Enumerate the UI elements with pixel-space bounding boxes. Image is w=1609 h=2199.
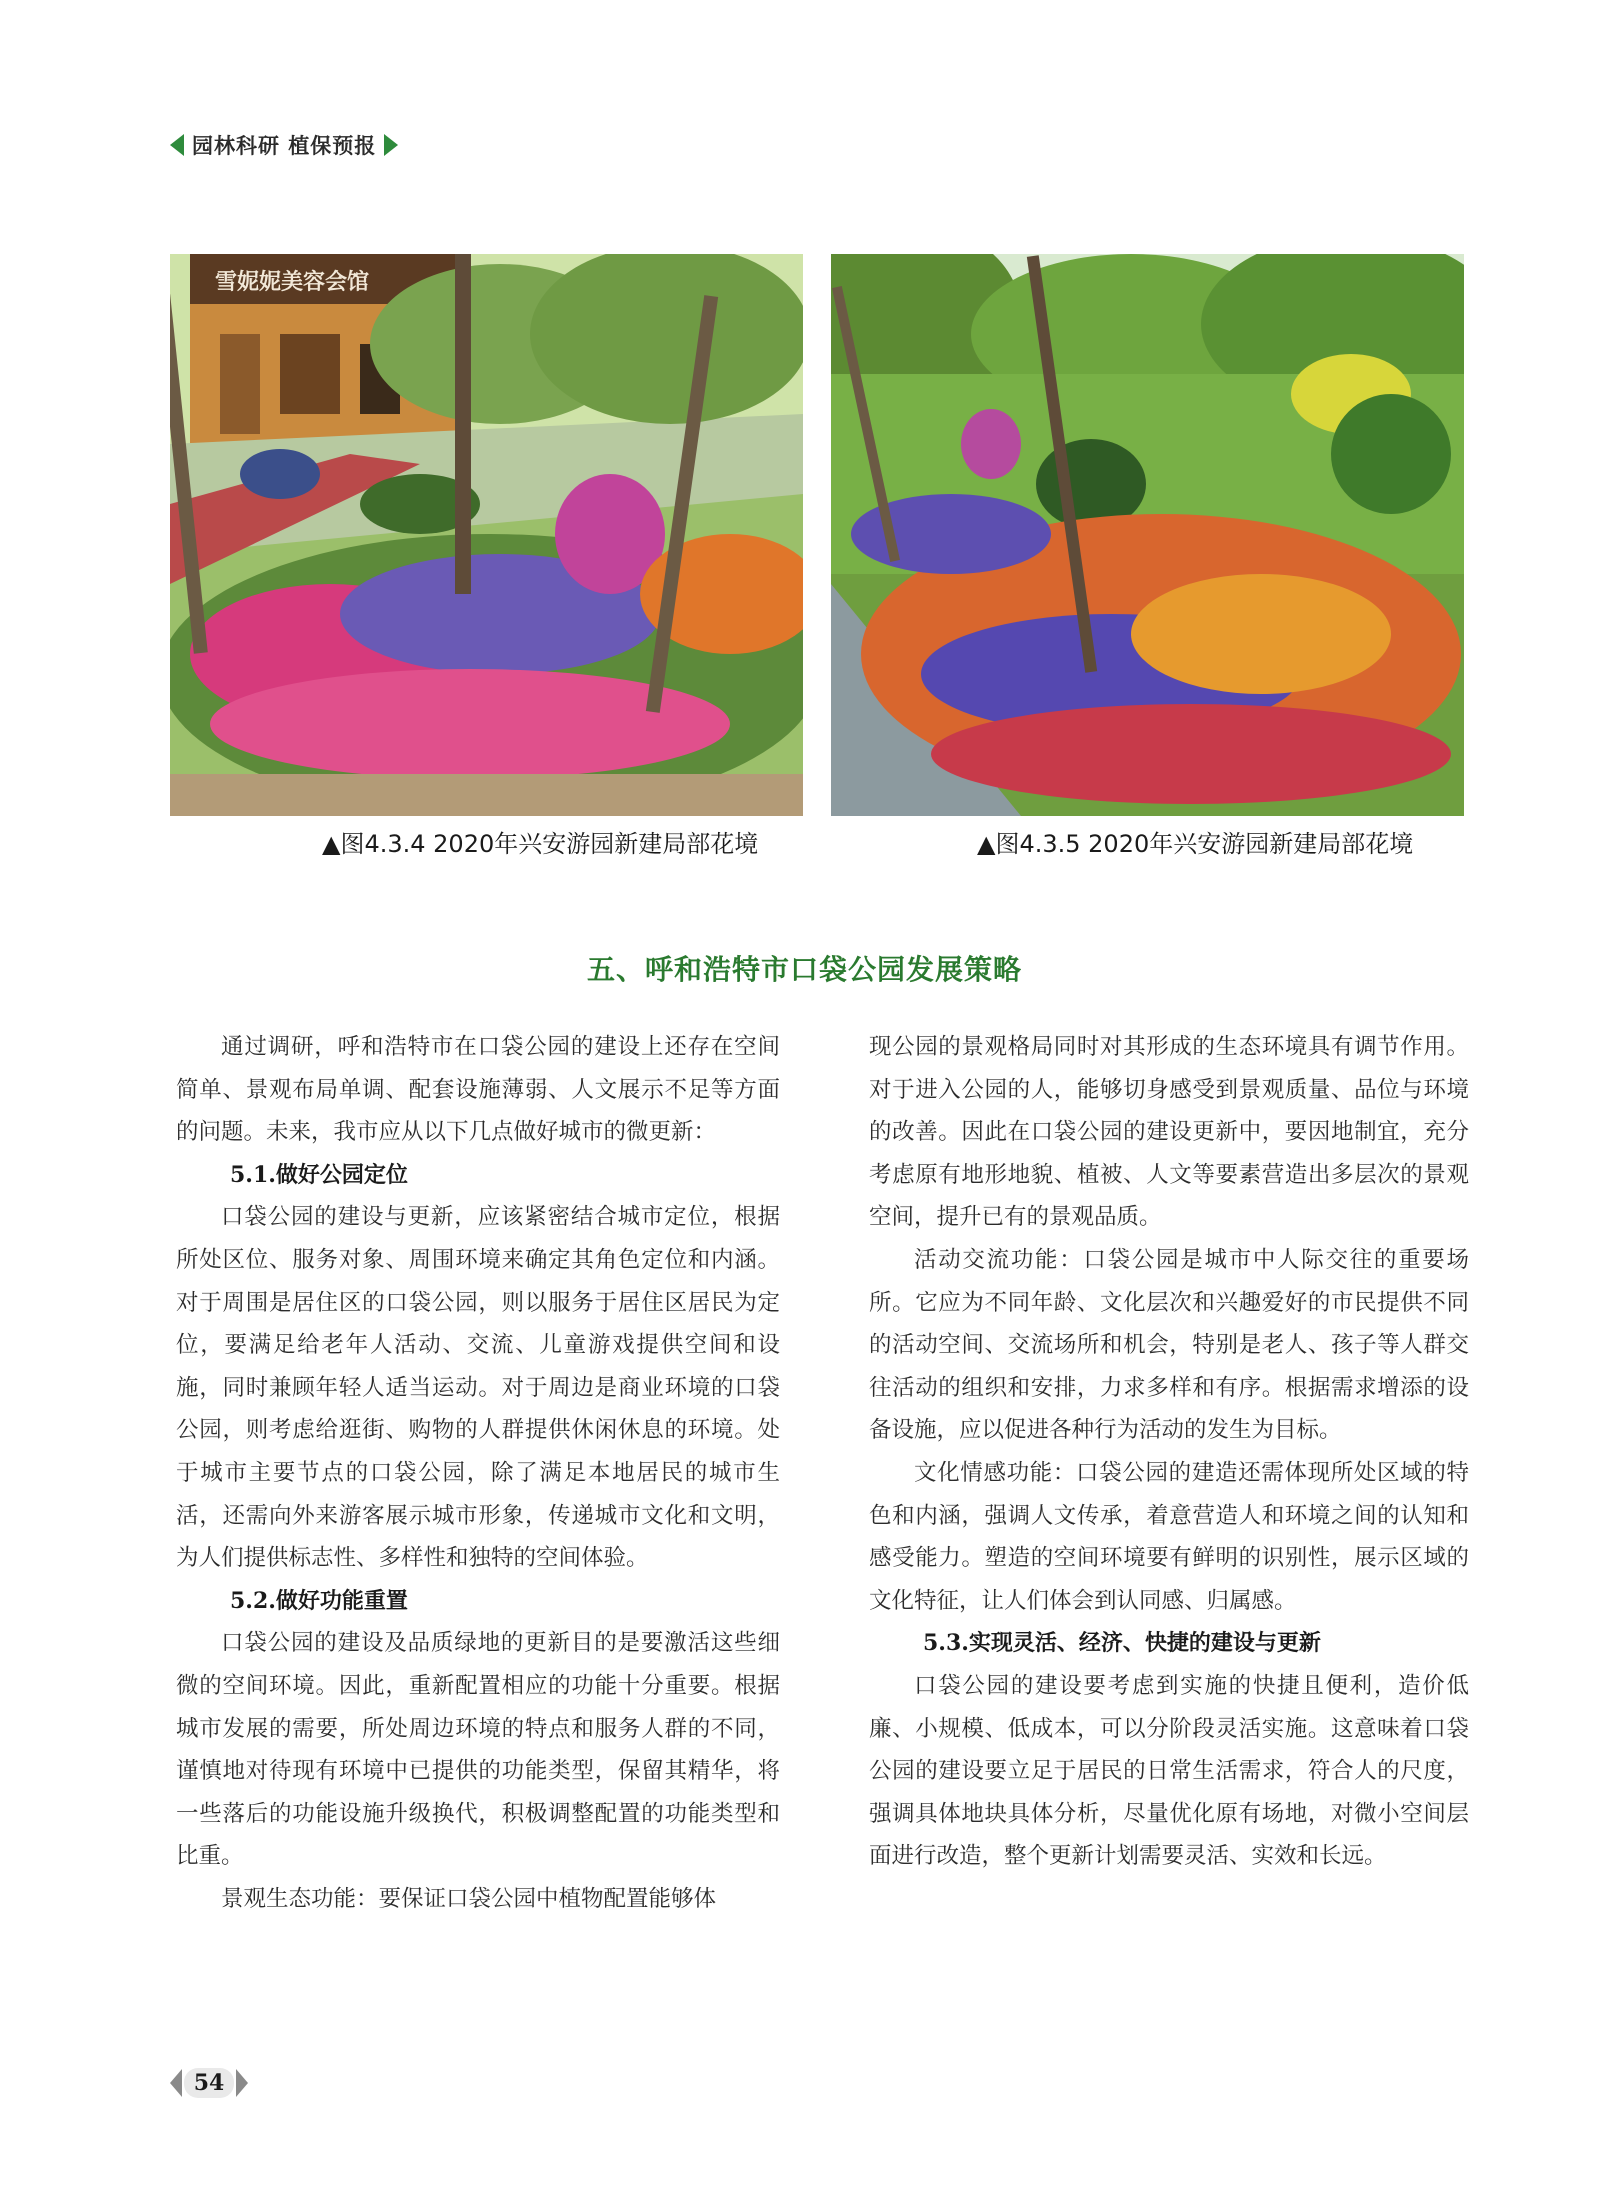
page-number-badge [170, 2063, 248, 2103]
page-number: 54 [184, 2068, 234, 2098]
left-column [176, 1026, 780, 1920]
paragraph: 口袋公园的建设与更新，应该紧密结合城市定位，根据所处区位、服务对象、周围环境来确定其角色定位和内涵。对于周围是居住区的口袋公园，则以服务于居住区居民为定位，要满足给老年人活动、交流、儿童游戏提供空间和设施，同时兼顾年轻人适当运动。对于周边是商业环境的口袋公园，则考虑给逛街、购物的人群提供休闲休息的环境。处于城市主要节点的口袋公园，除了满足本地居民的城市生活，还需向外来游客展示城市形象，传递城市文化和文明，为人们提供标志性、多样性和独特的空间体验。 [176, 1204, 780, 1572]
figure-photo-1 [170, 254, 803, 816]
subsection-heading: 5.2.做好功能重置 [230, 1587, 408, 1614]
chevron-left-icon [170, 2069, 182, 2097]
paragraph: 现公园的景观格局同时对其形成的生态环境具有调节作用。对于进入公园的人，能够切身感受到景观质量、品位与环境的改善。因此在口袋公园的建设更新中，要因地制宜，充分考虑原有地形地貌、植被、人文等要素营造出多层次的景观空间，提升已有的景观品质。 [869, 1034, 1469, 1231]
figure-caption-1: ▲图4.3.4 2020年兴安游园新建局部花境 [322, 830, 759, 858]
header-title: 园林科研 植保预报 [192, 134, 377, 158]
paragraph: 口袋公园的建设及品质绿地的更新目的是要激活这些细微的空间环境。因此，重新配置相应的功能十分重要。根据城市发展的需要，所处周边环境的特点和服务人群的不同，谨慎地对待现有环境中已提供的功能类型，保留其精华，将一些落后的功能设施升级换代，积极调整配置的功能类型和比重。 [176, 1630, 780, 1870]
section-title: 五、呼和浩特市口袋公园发展策略 [586, 953, 1022, 986]
running-header [170, 128, 398, 162]
right-column [869, 1026, 1469, 1878]
paragraph: 活动交流功能：口袋公园是城市中人际交往的重要场所。它应为不同年龄、文化层次和兴趣爱好的市民提供不同的活动空间、交流场所和机会，特别是老人、孩子等人群交往活动的组织和安排，力求多样和有序。根据需求增添的设备设施，应以促进各种行为活动的发生为目标。 [869, 1246, 1469, 1444]
subsection-heading: 5.3.实现灵活、经济、快捷的建设与更新 [923, 1630, 1321, 1657]
chevron-left-icon [170, 134, 184, 156]
paragraph: 文化情感功能：口袋公园的建造还需体现所处区域的特色和内涵，强调人文传承，着意营造人和环境之间的认知和感受能力。塑造的空间环境要有鲜明的识别性，展示区域的文化特征，让人们体会到认同感、归属感。 [869, 1459, 1469, 1614]
figure-photo-2 [831, 254, 1464, 816]
figure-caption-2: ▲图4.3.5 2020年兴安游园新建局部花境 [977, 830, 1414, 858]
paragraph: 口袋公园的建设要考虑到实施的快捷且便利，造价低廉、小规模、低成本，可以分阶段灵活实施。这意味着口袋公园的建设要立足于居民的日常生活需求，符合人的尺度，强调具体地块具体分析，尽量优化原有场地，对微小空间层面进行改造，整个更新计划需要灵活、实效和长远。 [869, 1672, 1469, 1870]
paragraph: 通过调研，呼和浩特市在口袋公园的建设上还存在空间简单、景观布局单调、配套设施薄弱、人文展示不足等方面的问题。未来，我市应从以下几点做好城市的微更新： [176, 1034, 780, 1146]
subsection-heading: 5.1.做好公园定位 [230, 1161, 408, 1188]
paragraph: 景观生态功能：要保证口袋公园中植物配置能够体 [221, 1885, 717, 1912]
shop-sign: 雪妮妮美容会馆 [215, 270, 370, 295]
chevron-right-icon [236, 2069, 248, 2097]
chevron-right-icon [384, 134, 398, 156]
